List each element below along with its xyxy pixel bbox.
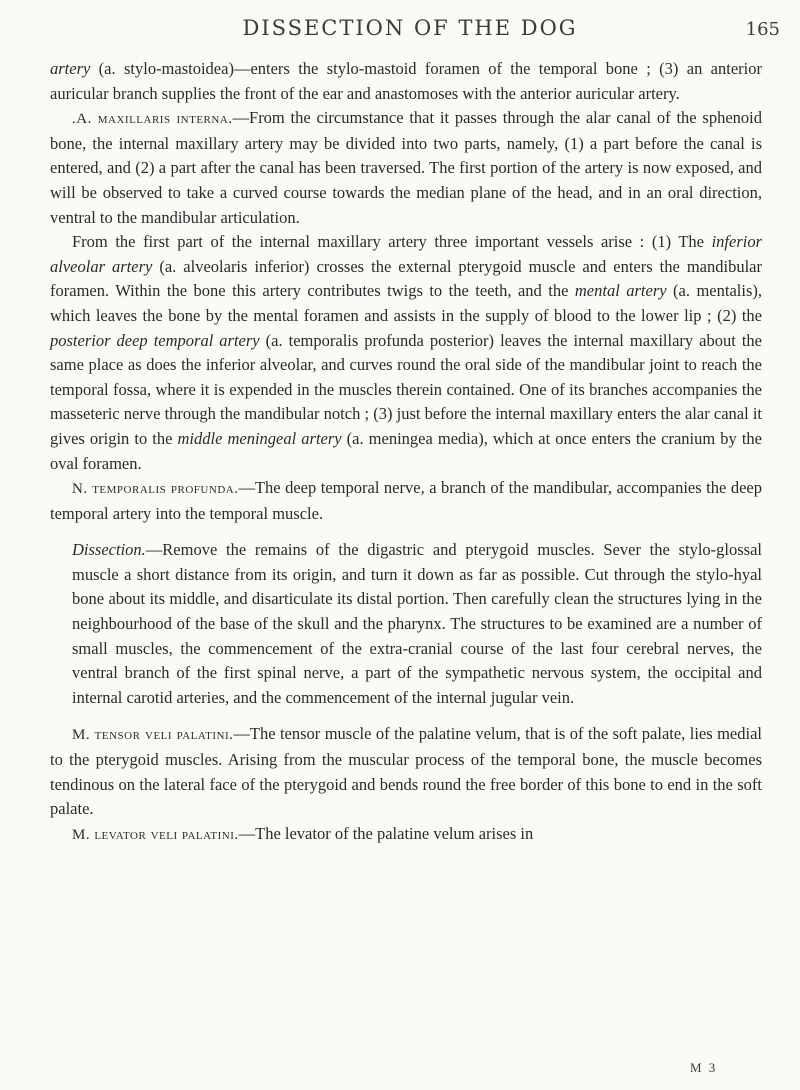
body-text	[50, 57, 762, 847]
paragraph-text: (a. meningea media), which at once enters the cranium by the oval foramen.	[50, 428, 763, 473]
paragraph-text: —From the circumstance that it passes through the alar canal of the sphenoid bone, the internal maxillary artery may be divided into two parts, namely, (1) a part before the canal is entered, and (2) a part after the canal has been traversed. The first portion of the artery is now exposed, and will be observed to take a curved course towards the median plane of the head, and in an oral direction, ventral to the mandibular articulation.	[50, 108, 762, 227]
italic-term: inferior alveolar artery	[50, 232, 762, 276]
page-number: 165	[745, 19, 780, 40]
italic-term: Dissection.	[72, 540, 146, 560]
paragraph-dissection	[72, 538, 762, 710]
italic-term: mental artery	[574, 281, 667, 301]
paragraph-temporalis-profunda	[50, 476, 762, 526]
section-heading: N. temporalis profunda.	[72, 481, 239, 498]
paragraph-text: —The tensor muscle of the palatine velum, that is of the soft palate, lies medial to the pterygoid muscles. Arising from the muscular process of the temporal bone, the muscle becomes tendinous on the lateral face of the pterygoid and bends round the free border of this bone to end in the soft palate.	[50, 724, 762, 819]
paragraph-internal-maxillary-branches	[50, 230, 762, 476]
signature-mark: M 3	[690, 1060, 718, 1075]
section-heading: M. tensor veli palatini.	[72, 727, 234, 744]
paragraph-text: —The levator of the palatine velum arises in	[238, 823, 534, 843]
section-heading: .A. maxillaris interna.	[72, 111, 233, 128]
paragraph-text: (a. temporalis profunda posterior) leaves the internal maxillary about the same place as does the inferior alveolar, and curves round the oral side of the mandibular joint to reach the temporal fossa, where it is expended in the muscles therein contained. One of its branches accompanies the masseteric nerve through the mandibular notch ; (3) just before the internal maxillary enters the alar canal it gives origin to the	[50, 330, 763, 448]
paragraph-text: (a. stylo-mastoidea)—enters the stylo-mastoid foramen of the temporal bone ; (3) an anterior auricular branch supplies the front of the ear and anastomoses with the anterior auricular artery.	[50, 59, 762, 103]
paragraph-levator-veli-palatini	[50, 822, 762, 848]
dissection-block	[50, 538, 762, 710]
paragraph-text: —Remove the remains of the digastric and pterygoid muscles. Sever the stylo-glossal muscle a short distance from its origin, and turn it down as far as possible. Cut through the stylo-hyal bone about its middle, and disarticulate its distal portion. Then carefully clean the structures lying in the neighbourhood of the base of the skull and the pharynx. The structures to be examined are a number of small muscles, the commencement of the extra-cranial course of the last four cerebral nerves, the ventral branch of the first spinal nerve, a part of the sympathetic nervous system, the occipital and internal carotid arteries, and the commencement of the internal jugular vein.	[72, 540, 762, 707]
italic-term: posterior deep temporal artery	[50, 330, 260, 350]
paragraph-text: From the first part of the internal maxillary artery three important vessels arise : (1) The	[72, 232, 712, 252]
paragraph-artery-continued	[50, 57, 762, 106]
page-header	[40, 16, 780, 56]
italic-term: artery	[50, 59, 91, 78]
italic-term: middle meningeal artery	[177, 428, 342, 448]
paragraph-tensor-veli-palatini	[50, 722, 762, 821]
paragraph-text: (a. mentalis), which leaves the bone by the mental foramen and assists in the supply of blood to the lower lip ; (2) the	[50, 281, 762, 325]
section-heading: M. levator veli palatini.	[72, 826, 239, 843]
paragraph-maxillaris-interna	[50, 106, 762, 230]
paragraph-text: —The deep temporal nerve, a branch of the mandibular, accompanies the deep temporal artery into the temporal muscle.	[50, 478, 762, 523]
running-title: DISSECTION OF THE DOG	[242, 16, 578, 40]
paragraph-text: (a. alveolaris inferior) crosses the external pterygoid muscle and enters the mandibular foramen. Within the bone this artery contributes twigs to the teeth, and the	[50, 256, 762, 301]
